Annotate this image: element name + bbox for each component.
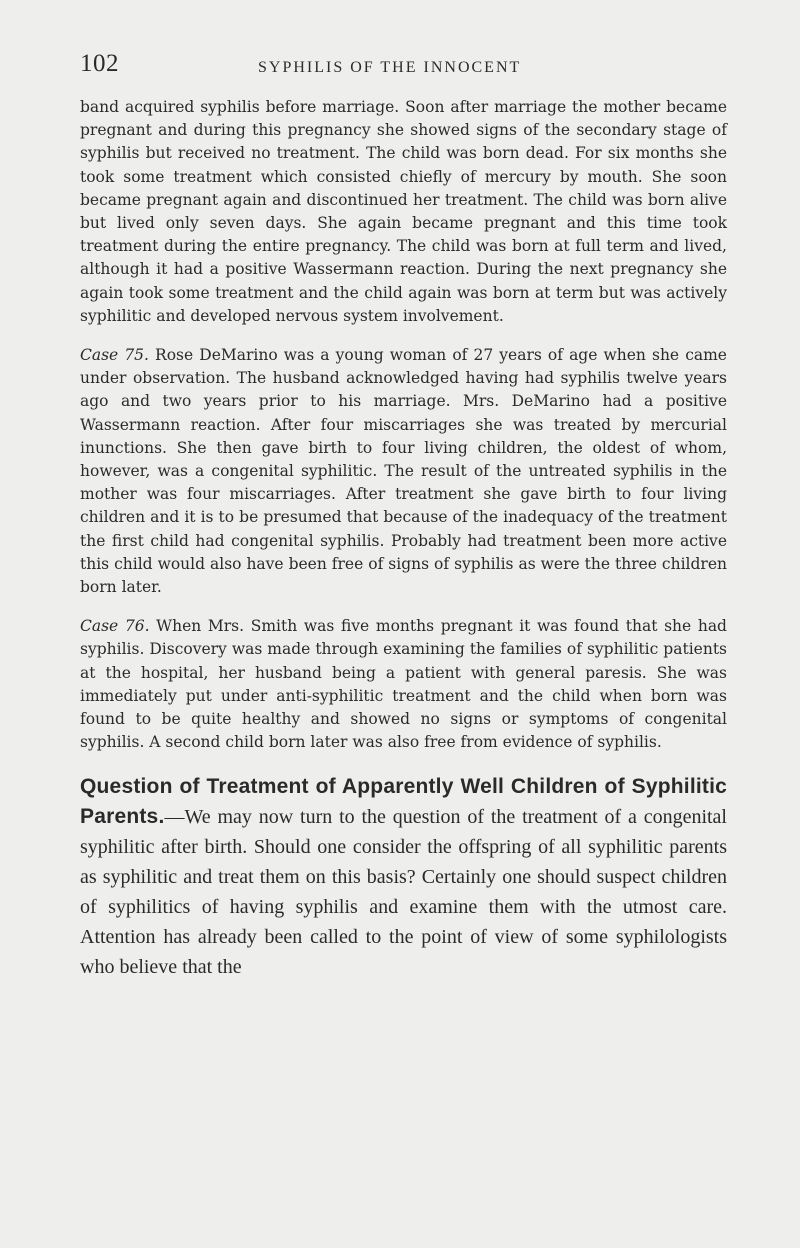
section-text: —We may now turn to the question of the treatment of a congenital syphilitic after birth. Should one consider the offspring of all syphilitic parents as syphilitic and treat them on this basis? Certainly one should suspect children of syphilitics of having syphilis and examine them with the utmost care. Attention has already been called to the point of view of some syphilologists who believe that the	[80, 806, 727, 979]
page-number: 102	[80, 50, 119, 77]
paragraph-text: When Mrs. Smith was five months pregnant it was found that she had syphilis. Discovery was made through examining the families of syphilitic patients at the hospital, her husband being a patient with general paresis. She was immediately put under anti-syphilitic treatment and the child when born was found to be quite healthy and showed no signs or symptoms of congenital syphilis. A second child born later was also free from evidence of syphilis.	[80, 617, 727, 752]
paragraph-case-75	[80, 344, 727, 599]
section-paragraph	[80, 772, 727, 982]
case-label: Case 75.	[80, 346, 149, 365]
section-heading: Question of Treatment of Apparently Well Children of Syphilitic Parents.	[80, 775, 727, 829]
paragraph-text: Rose DeMarino was a young woman of 27 years of age when she came under observation. The husband acknowledged having had syphilis twelve years ago and two years prior to his marriage. Mrs. DeMarino had a positive Wassermann reaction. After four miscarriages she was treated by mercurial inunctions. She then gave birth to four living children, the oldest of whom, however, was a congenital syphilitic. The result of the untreated syphilis in the mother was four miscarriages. After treatment she gave birth to four living children and it is to be presumed that because of the inadequacy of the treatment the first child had congenital syphilis. Probably had treatment been more active this child would also have been free of signs of syphilis as were the three children born later.	[80, 346, 727, 597]
body-text	[80, 96, 727, 998]
running-head	[80, 50, 728, 82]
paragraph-text: band acquired syphilis before marriage. Soon after marriage the mother became pregnant and during this pregnancy she showed signs of the secondary stage of syphilis but received no treatment. The child was born dead. For six months she took some treatment which consisted chiefly of mercury by mouth. She soon became pregnant again and discontinued her treatment. The child was born alive but lived only seven days. She again became pregnant and this time took treatment during the entire pregnancy. The child was born at full term and lived, although it had a positive Wassermann reaction. During the next pregnancy she again took some treatment and the child again was born at term but was actively syphilitic and developed nervous system involvement.	[80, 98, 727, 325]
running-title: SYPHILIS OF THE INNOCENT	[258, 59, 522, 76]
paragraph-case-76	[80, 615, 727, 754]
case-label: Case 76.	[80, 617, 150, 636]
paragraph-continuation	[80, 96, 727, 328]
